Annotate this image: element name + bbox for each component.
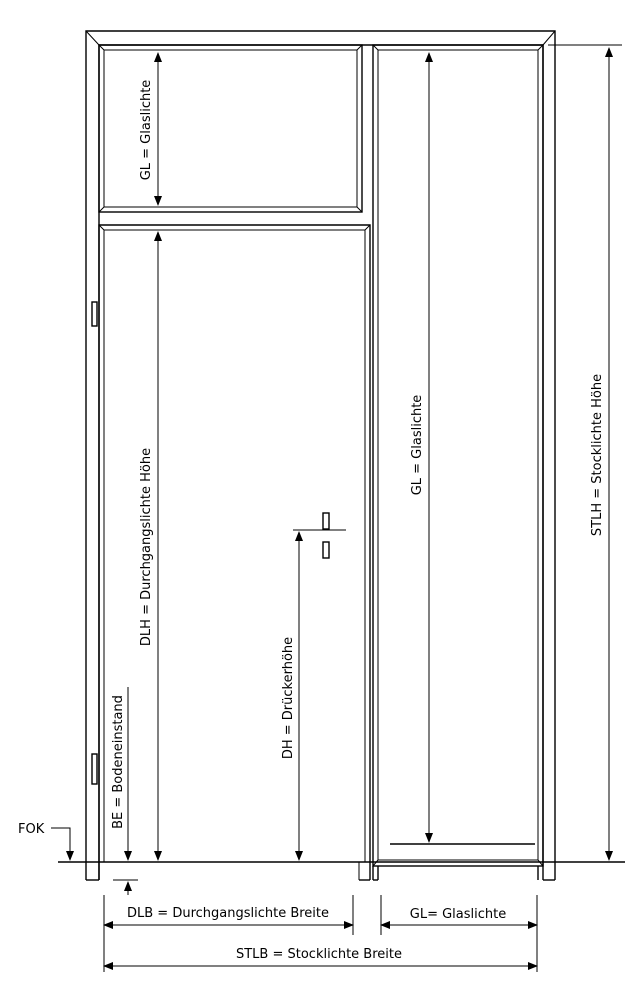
label-dh: DH = Drückerhöhe: [281, 636, 296, 760]
extension-lines: [104, 45, 622, 972]
label-be: BE = Bodeneinstand: [111, 695, 126, 829]
dimension-lines: [51, 48, 609, 966]
label-dlb: DLB = Durchgangslichte Breite: [126, 906, 330, 921]
label-fok: FOK: [18, 822, 45, 837]
label-stlb: STLB = Stocklichte Breite: [235, 947, 403, 962]
hinge-top: [92, 302, 97, 326]
fok-leader: [51, 828, 70, 860]
door-handle: [293, 513, 346, 558]
hinge-bottom: [92, 754, 97, 784]
side-glass-panel: [373, 45, 543, 880]
label-stlh: STLH = Stocklichte Höhe: [590, 373, 605, 537]
label-gl-bottom: GL= Glaslichte: [409, 907, 507, 922]
outer-frame: [86, 31, 555, 880]
label-gl-side: GL = Glaslichte: [410, 394, 425, 496]
label-gl-top: GL = Glaslichte: [139, 79, 154, 181]
label-dlh: DLH = Durchgangslichte Höhe: [139, 447, 154, 647]
